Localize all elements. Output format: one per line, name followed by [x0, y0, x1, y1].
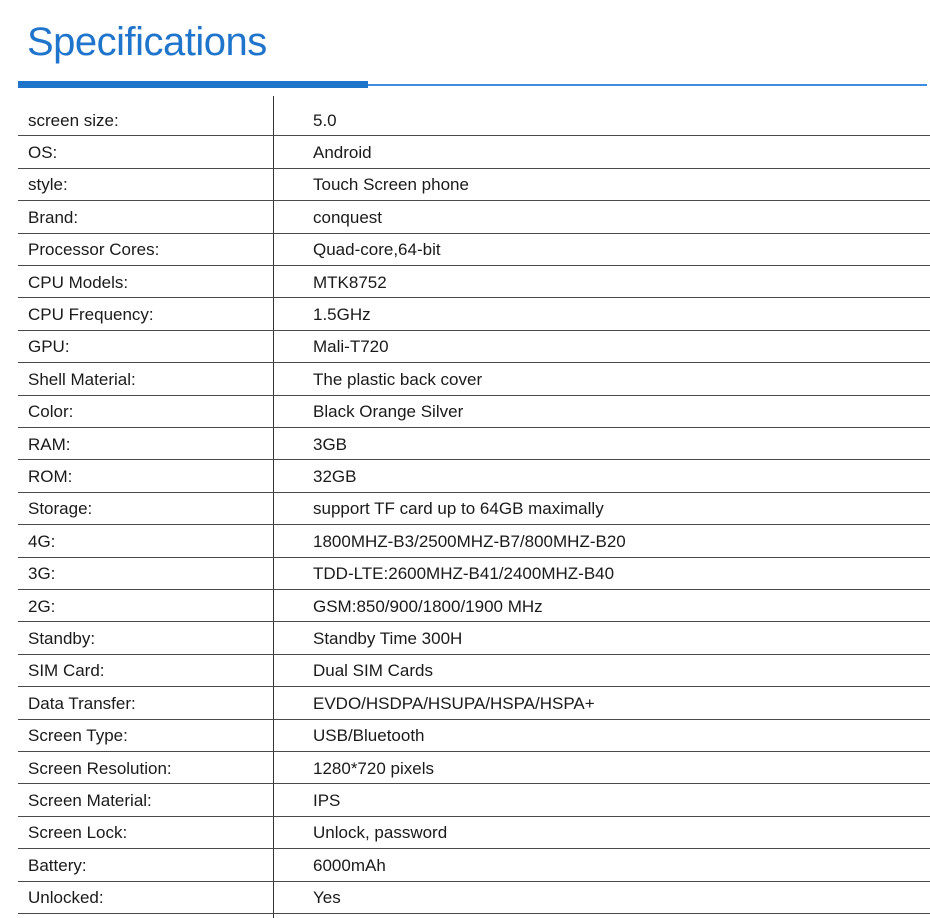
spec-row	[18, 752, 930, 784]
spec-value: 3GB	[313, 434, 348, 454]
spec-value: Dual SIM Cards	[313, 661, 433, 681]
title-underline-rule	[368, 84, 927, 86]
spec-row	[18, 622, 930, 654]
spec-label: style:	[28, 175, 68, 195]
spec-row	[18, 784, 930, 816]
spec-row	[18, 558, 930, 590]
spec-row	[18, 590, 930, 622]
spec-row	[18, 849, 930, 881]
spec-row	[18, 525, 930, 557]
spec-value: TDD-LTE:2600MHZ-B41/2400MHZ-B40	[313, 564, 615, 584]
title-underline-accent	[18, 81, 368, 88]
spec-row	[18, 817, 930, 849]
spec-value: 32GB	[313, 467, 357, 487]
spec-label: Brand:	[28, 208, 79, 228]
spec-row	[18, 234, 930, 266]
spec-label: Screen Type:	[28, 726, 128, 746]
spec-value: Unlock, password	[313, 823, 448, 843]
spec-label: Battery:	[28, 856, 87, 876]
spec-value: conquest	[313, 208, 382, 228]
spec-value: Touch Screen phone	[313, 175, 469, 195]
spec-row	[18, 493, 930, 525]
spec-value: Yes	[313, 888, 341, 908]
spec-row	[18, 687, 930, 719]
spec-label: Standby:	[28, 629, 96, 649]
spec-value: MTK8752	[313, 272, 387, 292]
spec-label: CPU Models:	[28, 272, 129, 292]
spec-label: 2G:	[28, 596, 56, 616]
spec-row	[18, 720, 930, 752]
spec-value: Android	[313, 143, 372, 163]
spec-value: GSM:850/900/1800/1900 MHz	[313, 596, 543, 616]
spec-value: 1800MHZ-B3/2500MHZ-B7/800MHZ-B20	[313, 532, 626, 552]
spec-row	[18, 104, 930, 136]
spec-row	[18, 882, 930, 914]
spec-row	[18, 460, 930, 492]
spec-value: 1.5GHz	[313, 305, 371, 325]
spec-row	[18, 331, 930, 363]
spec-row	[18, 201, 930, 233]
spec-row	[18, 266, 930, 298]
spec-row	[18, 298, 930, 330]
spec-label: Data Transfer:	[28, 694, 136, 714]
spec-label: OS:	[28, 143, 58, 163]
spec-label: Screen Lock:	[28, 823, 128, 843]
spec-value: IPS	[313, 791, 341, 811]
spec-row	[18, 428, 930, 460]
spec-label: screen size:	[28, 110, 119, 130]
spec-value: USB/Bluetooth	[313, 726, 425, 746]
spec-value: Black Orange Silver	[313, 402, 464, 422]
spec-label: Color:	[28, 402, 74, 422]
spec-label: ROM:	[28, 467, 73, 487]
spec-label: Shell Material:	[28, 370, 136, 390]
spec-value: The plastic back cover	[313, 370, 483, 390]
spec-row	[18, 169, 930, 201]
spec-label: Unlocked:	[28, 888, 104, 908]
spec-label: Processor Cores:	[28, 240, 160, 260]
spec-row	[18, 396, 930, 428]
spec-label: 4G:	[28, 532, 56, 552]
spec-value: 1280*720 pixels	[313, 758, 434, 778]
spec-label: Screen Resolution:	[28, 758, 172, 778]
spec-value: Mali-T720	[313, 337, 389, 357]
spec-label: CPU Frequency:	[28, 305, 154, 325]
spec-value: 5.0	[313, 110, 337, 130]
spec-value: 6000mAh	[313, 856, 386, 876]
spec-label: Storage:	[28, 499, 93, 519]
spec-label: RAM:	[28, 434, 71, 454]
spec-label: GPU:	[28, 337, 70, 357]
specifications-header	[0, 0, 930, 96]
spec-value: support TF card up to 64GB maximally	[313, 499, 604, 519]
spec-label: 3G:	[28, 564, 56, 584]
specifications-table	[18, 96, 930, 918]
spec-label: Screen Material:	[28, 791, 152, 811]
spec-row	[18, 136, 930, 168]
spec-value: Standby Time 300H	[313, 629, 463, 649]
spec-label: SIM Card:	[28, 661, 105, 681]
spec-value: EVDO/HSDPA/HSUPA/HSPA/HSPA+	[313, 694, 595, 714]
spec-value: Quad-core,64-bit	[313, 240, 441, 260]
spec-row	[18, 655, 930, 687]
spec-row	[18, 363, 930, 395]
page-title: Specifications	[27, 20, 267, 64]
